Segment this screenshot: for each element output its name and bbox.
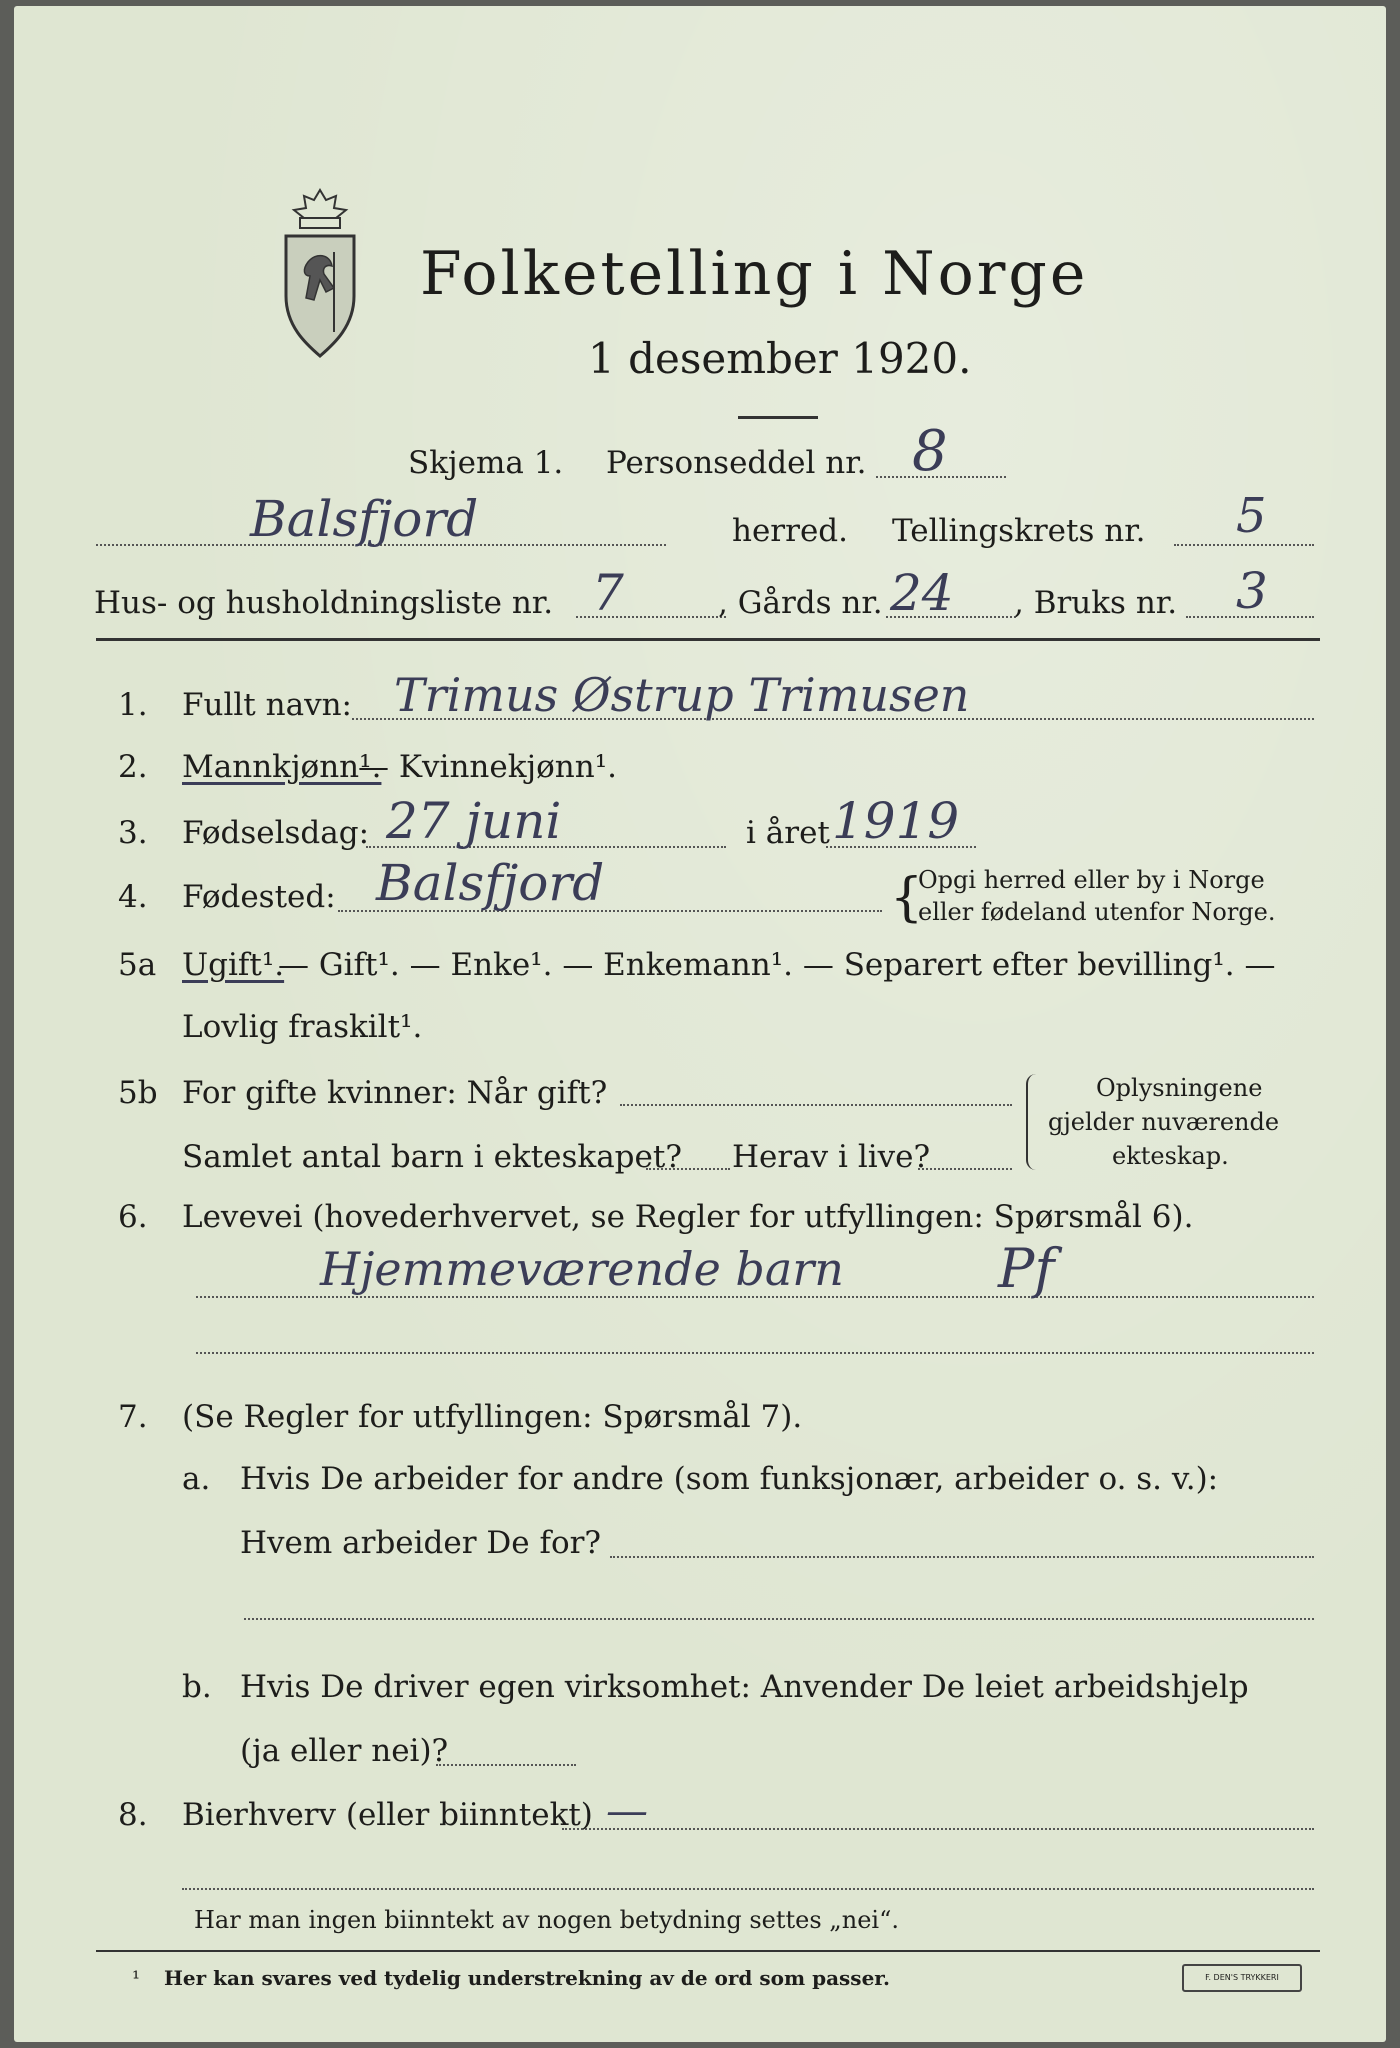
q5a-ugift-option: Ugift¹.	[182, 947, 285, 983]
personseddel-value: 8	[912, 419, 948, 484]
q5b-children-line	[646, 1168, 730, 1170]
q5b-alive-label: Herav i live?	[732, 1139, 931, 1175]
q5b-note-line3: ekteskap.	[1112, 1142, 1229, 1170]
q8-line1	[562, 1828, 1314, 1830]
q8-line2	[182, 1888, 1314, 1890]
gards-label: , Gårds nr.	[718, 585, 883, 621]
form-title: Folketelling i Norge	[420, 239, 1089, 309]
q7a-line1	[610, 1556, 1314, 1558]
q7b-letter: b.	[182, 1669, 212, 1705]
q6-label: Levevei (hovederhvervet, se Regler for utfyllingen: Spørsmål 6).	[182, 1199, 1194, 1235]
q7-label: (Se Regler for utfyllingen: Spørsmål 7).	[182, 1399, 803, 1435]
q1-value: Trimus Østrup Trimusen	[394, 668, 970, 722]
q5a-number: 5a	[118, 947, 157, 983]
footnote-divider	[96, 1950, 1320, 1952]
title-divider	[738, 416, 818, 419]
gards-value: 24	[890, 564, 954, 622]
q7a-line2	[244, 1618, 1314, 1620]
q1-number: 1.	[118, 687, 148, 723]
q5b-note-line2: gjelder nuværende	[1048, 1108, 1280, 1136]
q7b-label: Hvis De driver egen virksomhet: Anvender De leiet arbeidshjelp	[240, 1669, 1249, 1705]
q5b-number: 5b	[118, 1075, 158, 1111]
personseddel-label: Personseddel nr.	[606, 445, 867, 481]
header-divider	[96, 638, 1320, 641]
q7a-label2: Hvem arbeider De for?	[240, 1525, 602, 1561]
q3-year-value: 1919	[832, 792, 960, 850]
q7b-label2: (ja eller nei)?	[240, 1733, 449, 1769]
footnote-text: Her kan svares ved tydelig understrekning av de ord som passer.	[164, 1966, 890, 1990]
q5b-children-label: Samlet antal barn i ekteskapet?	[182, 1139, 682, 1175]
q5b-note-bracket	[1026, 1074, 1038, 1170]
q5b-label: For gifte kvinner: Når gift?	[182, 1075, 608, 1111]
q3-value: 27 juni	[386, 792, 562, 850]
census-date: 1 desember 1920.	[588, 334, 972, 383]
q3-year-label: i året	[746, 815, 830, 851]
q5b-married-line	[620, 1104, 1012, 1106]
q6-line2	[196, 1352, 1314, 1354]
q6-number: 6.	[118, 1199, 148, 1235]
q3-number: 3.	[118, 815, 148, 851]
q7b-line	[436, 1764, 576, 1766]
husliste-value: 7	[592, 564, 624, 622]
footnote-mark: ¹	[132, 1966, 141, 1990]
q7a-label: Hvis De arbeider for andre (som funksjonær, arbeider o. s. v.):	[240, 1461, 1219, 1497]
q5a-line2: Lovlig fraskilt¹.	[182, 1009, 423, 1045]
q4-note-line1: Opgi herred eller by i Norge	[918, 866, 1265, 894]
q3-label: Fødselsdag:	[182, 815, 370, 851]
norwegian-coat-of-arms-icon	[278, 182, 362, 362]
printer-stamp-text: F. DEN'S TRYKKERI	[1205, 1973, 1279, 1982]
bruks-label: , Bruks nr.	[1014, 585, 1178, 621]
q5b-alive-line	[918, 1168, 1012, 1170]
printer-stamp	[1182, 1964, 1302, 1992]
q4-note-line2: eller fødeland utenfor Norge.	[918, 898, 1276, 926]
q2-number: 2.	[118, 749, 148, 785]
tellingskrets-label: Tellingskrets nr.	[892, 513, 1146, 549]
herred-value: Balsfjord	[250, 490, 479, 548]
q2-male-option: Mannkjønn¹.	[182, 749, 382, 785]
tellingskrets-line	[1174, 544, 1314, 546]
q8-number: 8.	[118, 1797, 148, 1833]
bruks-value: 3	[1236, 562, 1268, 620]
q2-female-option: — Kvinnekjønn¹.	[358, 749, 617, 785]
schema-label: Skjema 1.	[408, 445, 564, 481]
herred-label: herred.	[732, 513, 848, 549]
tellingskrets-value: 5	[1236, 488, 1267, 544]
husliste-label: Hus- og husholdningsliste nr.	[94, 585, 554, 621]
q7a-letter: a.	[182, 1461, 211, 1497]
q4-number: 4.	[118, 879, 148, 915]
q6-mark: Pf	[998, 1237, 1055, 1300]
q5b-note-line1: Oplysningene	[1096, 1074, 1263, 1102]
q1-label: Fullt navn:	[182, 687, 352, 723]
q4-note-brace: {	[890, 868, 924, 928]
q6-line1	[196, 1296, 1314, 1298]
biinntekt-note: Har man ingen biinntekt av nogen betydning settes „nei“.	[194, 1906, 899, 1934]
q6-value: Hjemmeværende barn	[320, 1242, 844, 1296]
q7-number: 7.	[118, 1399, 148, 1435]
q4-value: Balsfjord	[376, 854, 605, 912]
q8-value: —	[606, 1786, 648, 1835]
q5a-other-options: — Gift¹. — Enke¹. — Enkemann¹. — Separert efter bevilling¹. —	[278, 947, 1276, 983]
q4-label: Fødested:	[182, 879, 336, 915]
q8-label: Bierhverv (eller biinntekt)	[182, 1797, 593, 1833]
census-form-page	[14, 6, 1386, 2042]
